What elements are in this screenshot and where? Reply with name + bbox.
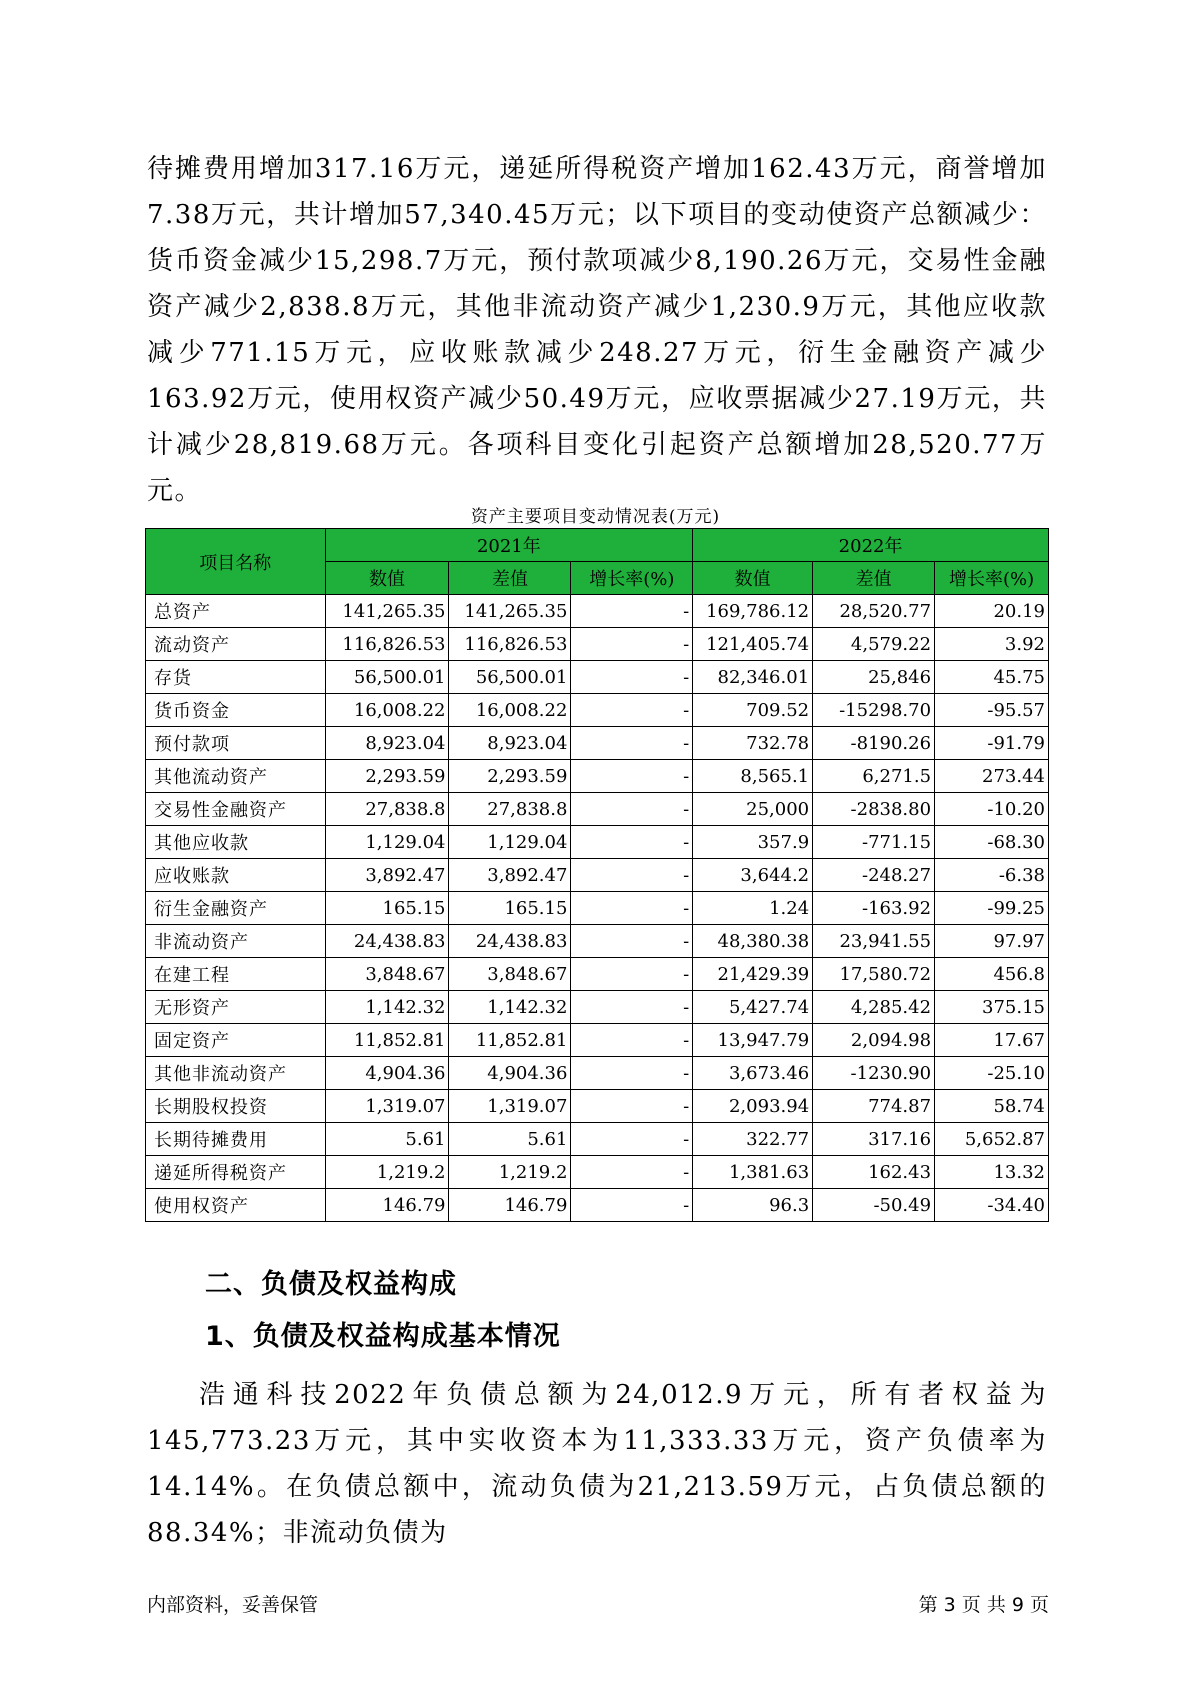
rate-2021-cell: -: [571, 1123, 693, 1156]
value-2021-cell: 11,852.81: [325, 1024, 449, 1057]
rate-2021-cell: -: [571, 991, 693, 1024]
table-row: [146, 1123, 1049, 1156]
value-2021-cell: 5.61: [325, 1123, 449, 1156]
diff-2022-cell: -2838.80: [813, 793, 935, 826]
rate-2022-cell: 58.74: [935, 1090, 1049, 1123]
sub-heading: 1、负债及权益构成基本情况: [205, 1321, 561, 1352]
header-year-2022: 2022年: [693, 529, 1049, 562]
item-name-cell: 预付款项: [146, 727, 326, 760]
value-2022-cell: 25,000: [693, 793, 813, 826]
diff-2022-cell: 162.43: [813, 1156, 935, 1189]
value-2022-cell: 709.52: [693, 694, 813, 727]
table-row: [146, 793, 1049, 826]
diff-2022-cell: 23,941.55: [813, 925, 935, 958]
item-name-cell: 总资产: [146, 595, 326, 628]
body-paragraph-bottom: [147, 1372, 1047, 1556]
value-2021-cell: 16,008.22: [325, 694, 449, 727]
item-name-cell: 衍生金融资产: [146, 892, 326, 925]
diff-2021-cell: 16,008.22: [449, 694, 571, 727]
diff-2021-cell: 165.15: [449, 892, 571, 925]
value-2022-cell: 82,346.01: [693, 661, 813, 694]
diff-2022-cell: 4,285.42: [813, 991, 935, 1024]
value-2021-cell: 165.15: [325, 892, 449, 925]
value-2021-cell: 1,319.07: [325, 1090, 449, 1123]
rate-2022-cell: 20.19: [935, 595, 1049, 628]
item-name-cell: 其他流动资产: [146, 760, 326, 793]
value-2022-cell: 732.78: [693, 727, 813, 760]
rate-2021-cell: -: [571, 793, 693, 826]
diff-2021-cell: 3,892.47: [449, 859, 571, 892]
table-row: [146, 958, 1049, 991]
rate-2021-cell: -: [571, 595, 693, 628]
table-row: [146, 859, 1049, 892]
rate-2021-cell: -: [571, 1057, 693, 1090]
diff-2021-cell: 11,852.81: [449, 1024, 571, 1057]
value-2021-cell: 1,142.32: [325, 991, 449, 1024]
paragraph-text: 浩通科技2022年负债总额为24,012.9万元，所有者权益为145,773.23万元，其中实收资本为11,333.33万元，资产负债率为14.14%。在负债总额中，流动负债为21,213.59万元，占负债总额的88.34%；非流动负债为: [147, 1380, 1047, 1548]
rate-2022-cell: 17.67: [935, 1024, 1049, 1057]
rate-2022-cell: 45.75: [935, 661, 1049, 694]
diff-2022-cell: -163.92: [813, 892, 935, 925]
table-row: [146, 727, 1049, 760]
value-2021-cell: 116,826.53: [325, 628, 449, 661]
item-name-cell: 固定资产: [146, 1024, 326, 1057]
value-2022-cell: 13,947.79: [693, 1024, 813, 1057]
value-2021-cell: 141,265.35: [325, 595, 449, 628]
value-2022-cell: 3,644.2: [693, 859, 813, 892]
header-2021-rate: 增长率(%): [571, 562, 693, 595]
diff-2022-cell: -8190.26: [813, 727, 935, 760]
diff-2021-cell: 8,923.04: [449, 727, 571, 760]
rate-2021-cell: -: [571, 1156, 693, 1189]
rate-2022-cell: -91.79: [935, 727, 1049, 760]
rate-2022-cell: -95.57: [935, 694, 1049, 727]
value-2021-cell: 8,923.04: [325, 727, 449, 760]
rate-2021-cell: -: [571, 892, 693, 925]
rate-2022-cell: -25.10: [935, 1057, 1049, 1090]
diff-2021-cell: 2,293.59: [449, 760, 571, 793]
diff-2021-cell: 116,826.53: [449, 628, 571, 661]
diff-2022-cell: 17,580.72: [813, 958, 935, 991]
table-body: [146, 595, 1049, 1222]
rate-2021-cell: -: [571, 958, 693, 991]
table-row: [146, 1090, 1049, 1123]
rate-2021-cell: -: [571, 859, 693, 892]
diff-2022-cell: 2,094.98: [813, 1024, 935, 1057]
rate-2022-cell: -68.30: [935, 826, 1049, 859]
table-row: [146, 826, 1049, 859]
item-name-cell: 流动资产: [146, 628, 326, 661]
paragraph-text: 待摊费用增加317.16万元，递延所得税资产增加162.43万元，商誉增加7.38万元，共计增加57,340.45万元；以下项目的变动使资产总额减少：货币资金减少15,298.7万元，预付款项减少8,190.26万元，交易性金融资产减少2,838.8万元，其他非流动资产减少1,230.9万元，其他应收款减少771.15万元，应收账款减少248.27万元，衍生金融资产减少163.92万元，使用权资产减少50.49万元，应收票据减少27.19万元，共计减少28,819.68万元。各项科目变化引起资产总额增加28,520.77万元。: [147, 154, 1047, 506]
diff-2021-cell: 3,848.67: [449, 958, 571, 991]
diff-2022-cell: -15298.70: [813, 694, 935, 727]
rate-2022-cell: 97.97: [935, 925, 1049, 958]
header-year-2021: 2021年: [325, 529, 693, 562]
rate-2021-cell: -: [571, 661, 693, 694]
item-name-cell: 在建工程: [146, 958, 326, 991]
rate-2021-cell: -: [571, 925, 693, 958]
table-row: [146, 1057, 1049, 1090]
item-name-cell: 长期股权投资: [146, 1090, 326, 1123]
rate-2022-cell: -6.38: [935, 859, 1049, 892]
value-2022-cell: 8,565.1: [693, 760, 813, 793]
rate-2022-cell: 375.15: [935, 991, 1049, 1024]
value-2022-cell: 48,380.38: [693, 925, 813, 958]
header-2022-rate: 增长率(%): [935, 562, 1049, 595]
value-2022-cell: 357.9: [693, 826, 813, 859]
diff-2021-cell: 5.61: [449, 1123, 571, 1156]
asset-change-table: [145, 528, 1049, 1222]
rate-2021-cell: -: [571, 826, 693, 859]
diff-2022-cell: 6,271.5: [813, 760, 935, 793]
table-row: [146, 595, 1049, 628]
item-name-cell: 交易性金融资产: [146, 793, 326, 826]
table-row: [146, 661, 1049, 694]
rate-2022-cell: 13.32: [935, 1156, 1049, 1189]
table-caption: 资产主要项目变动情况表(万元): [470, 507, 721, 527]
rate-2022-cell: 273.44: [935, 760, 1049, 793]
value-2022-cell: 1,381.63: [693, 1156, 813, 1189]
header-item-name: 项目名称: [146, 529, 326, 595]
value-2022-cell: 3,673.46: [693, 1057, 813, 1090]
table-row: [146, 925, 1049, 958]
diff-2021-cell: 24,438.83: [449, 925, 571, 958]
table-row: [146, 892, 1049, 925]
header-2022-diff: 差值: [813, 562, 935, 595]
value-2021-cell: 56,500.01: [325, 661, 449, 694]
value-2021-cell: 3,892.47: [325, 859, 449, 892]
value-2022-cell: 121,405.74: [693, 628, 813, 661]
header-2021-diff: 差值: [449, 562, 571, 595]
rate-2022-cell: -99.25: [935, 892, 1049, 925]
diff-2021-cell: 1,319.07: [449, 1090, 571, 1123]
value-2021-cell: 3,848.67: [325, 958, 449, 991]
diff-2021-cell: 1,219.2: [449, 1156, 571, 1189]
rate-2022-cell: -34.40: [935, 1189, 1049, 1222]
rate-2022-cell: 456.8: [935, 958, 1049, 991]
diff-2021-cell: 141,265.35: [449, 595, 571, 628]
diff-2022-cell: 25,846: [813, 661, 935, 694]
value-2022-cell: 21,429.39: [693, 958, 813, 991]
rate-2021-cell: -: [571, 694, 693, 727]
table-row: [146, 694, 1049, 727]
header-2022-value: 数值: [693, 562, 813, 595]
value-2022-cell: 96.3: [693, 1189, 813, 1222]
table-row: [146, 760, 1049, 793]
value-2022-cell: 322.77: [693, 1123, 813, 1156]
item-name-cell: 使用权资产: [146, 1189, 326, 1222]
diff-2021-cell: 1,129.04: [449, 826, 571, 859]
value-2022-cell: 1.24: [693, 892, 813, 925]
item-name-cell: 无形资产: [146, 991, 326, 1024]
item-name-cell: 非流动资产: [146, 925, 326, 958]
body-paragraph-top: [147, 146, 1047, 514]
diff-2022-cell: 4,579.22: [813, 628, 935, 661]
table-row: [146, 1156, 1049, 1189]
value-2021-cell: 1,129.04: [325, 826, 449, 859]
value-2022-cell: 169,786.12: [693, 595, 813, 628]
table-row: [146, 1024, 1049, 1057]
footer-confidential-note: 内部资料，妥善保管: [147, 1594, 319, 1616]
value-2022-cell: 5,427.74: [693, 991, 813, 1024]
value-2021-cell: 1,219.2: [325, 1156, 449, 1189]
section-heading: 二、负债及权益构成: [205, 1269, 457, 1300]
diff-2022-cell: -50.49: [813, 1189, 935, 1222]
diff-2021-cell: 146.79: [449, 1189, 571, 1222]
diff-2022-cell: -248.27: [813, 859, 935, 892]
table-row: [146, 628, 1049, 661]
item-name-cell: 其他应收款: [146, 826, 326, 859]
value-2021-cell: 4,904.36: [325, 1057, 449, 1090]
rate-2022-cell: 3.92: [935, 628, 1049, 661]
item-name-cell: 递延所得税资产: [146, 1156, 326, 1189]
diff-2022-cell: -1230.90: [813, 1057, 935, 1090]
item-name-cell: 货币资金: [146, 694, 326, 727]
rate-2021-cell: -: [571, 727, 693, 760]
value-2022-cell: 2,093.94: [693, 1090, 813, 1123]
item-name-cell: 存货: [146, 661, 326, 694]
item-name-cell: 长期待摊费用: [146, 1123, 326, 1156]
diff-2022-cell: -771.15: [813, 826, 935, 859]
rate-2021-cell: -: [571, 1024, 693, 1057]
value-2021-cell: 146.79: [325, 1189, 449, 1222]
footer-page-number: 第 3 页 共 9 页: [918, 1594, 1049, 1616]
item-name-cell: 应收账款: [146, 859, 326, 892]
rate-2022-cell: 5,652.87: [935, 1123, 1049, 1156]
value-2021-cell: 27,838.8: [325, 793, 449, 826]
diff-2021-cell: 27,838.8: [449, 793, 571, 826]
rate-2021-cell: -: [571, 1189, 693, 1222]
header-2021-value: 数值: [325, 562, 449, 595]
item-name-cell: 其他非流动资产: [146, 1057, 326, 1090]
diff-2022-cell: 28,520.77: [813, 595, 935, 628]
diff-2022-cell: 317.16: [813, 1123, 935, 1156]
rate-2021-cell: -: [571, 628, 693, 661]
value-2021-cell: 2,293.59: [325, 760, 449, 793]
rate-2022-cell: -10.20: [935, 793, 1049, 826]
rate-2021-cell: -: [571, 760, 693, 793]
rate-2021-cell: -: [571, 1090, 693, 1123]
table-row: [146, 1189, 1049, 1222]
diff-2021-cell: 56,500.01: [449, 661, 571, 694]
diff-2021-cell: 4,904.36: [449, 1057, 571, 1090]
table-row: [146, 991, 1049, 1024]
diff-2021-cell: 1,142.32: [449, 991, 571, 1024]
diff-2022-cell: 774.87: [813, 1090, 935, 1123]
value-2021-cell: 24,438.83: [325, 925, 449, 958]
